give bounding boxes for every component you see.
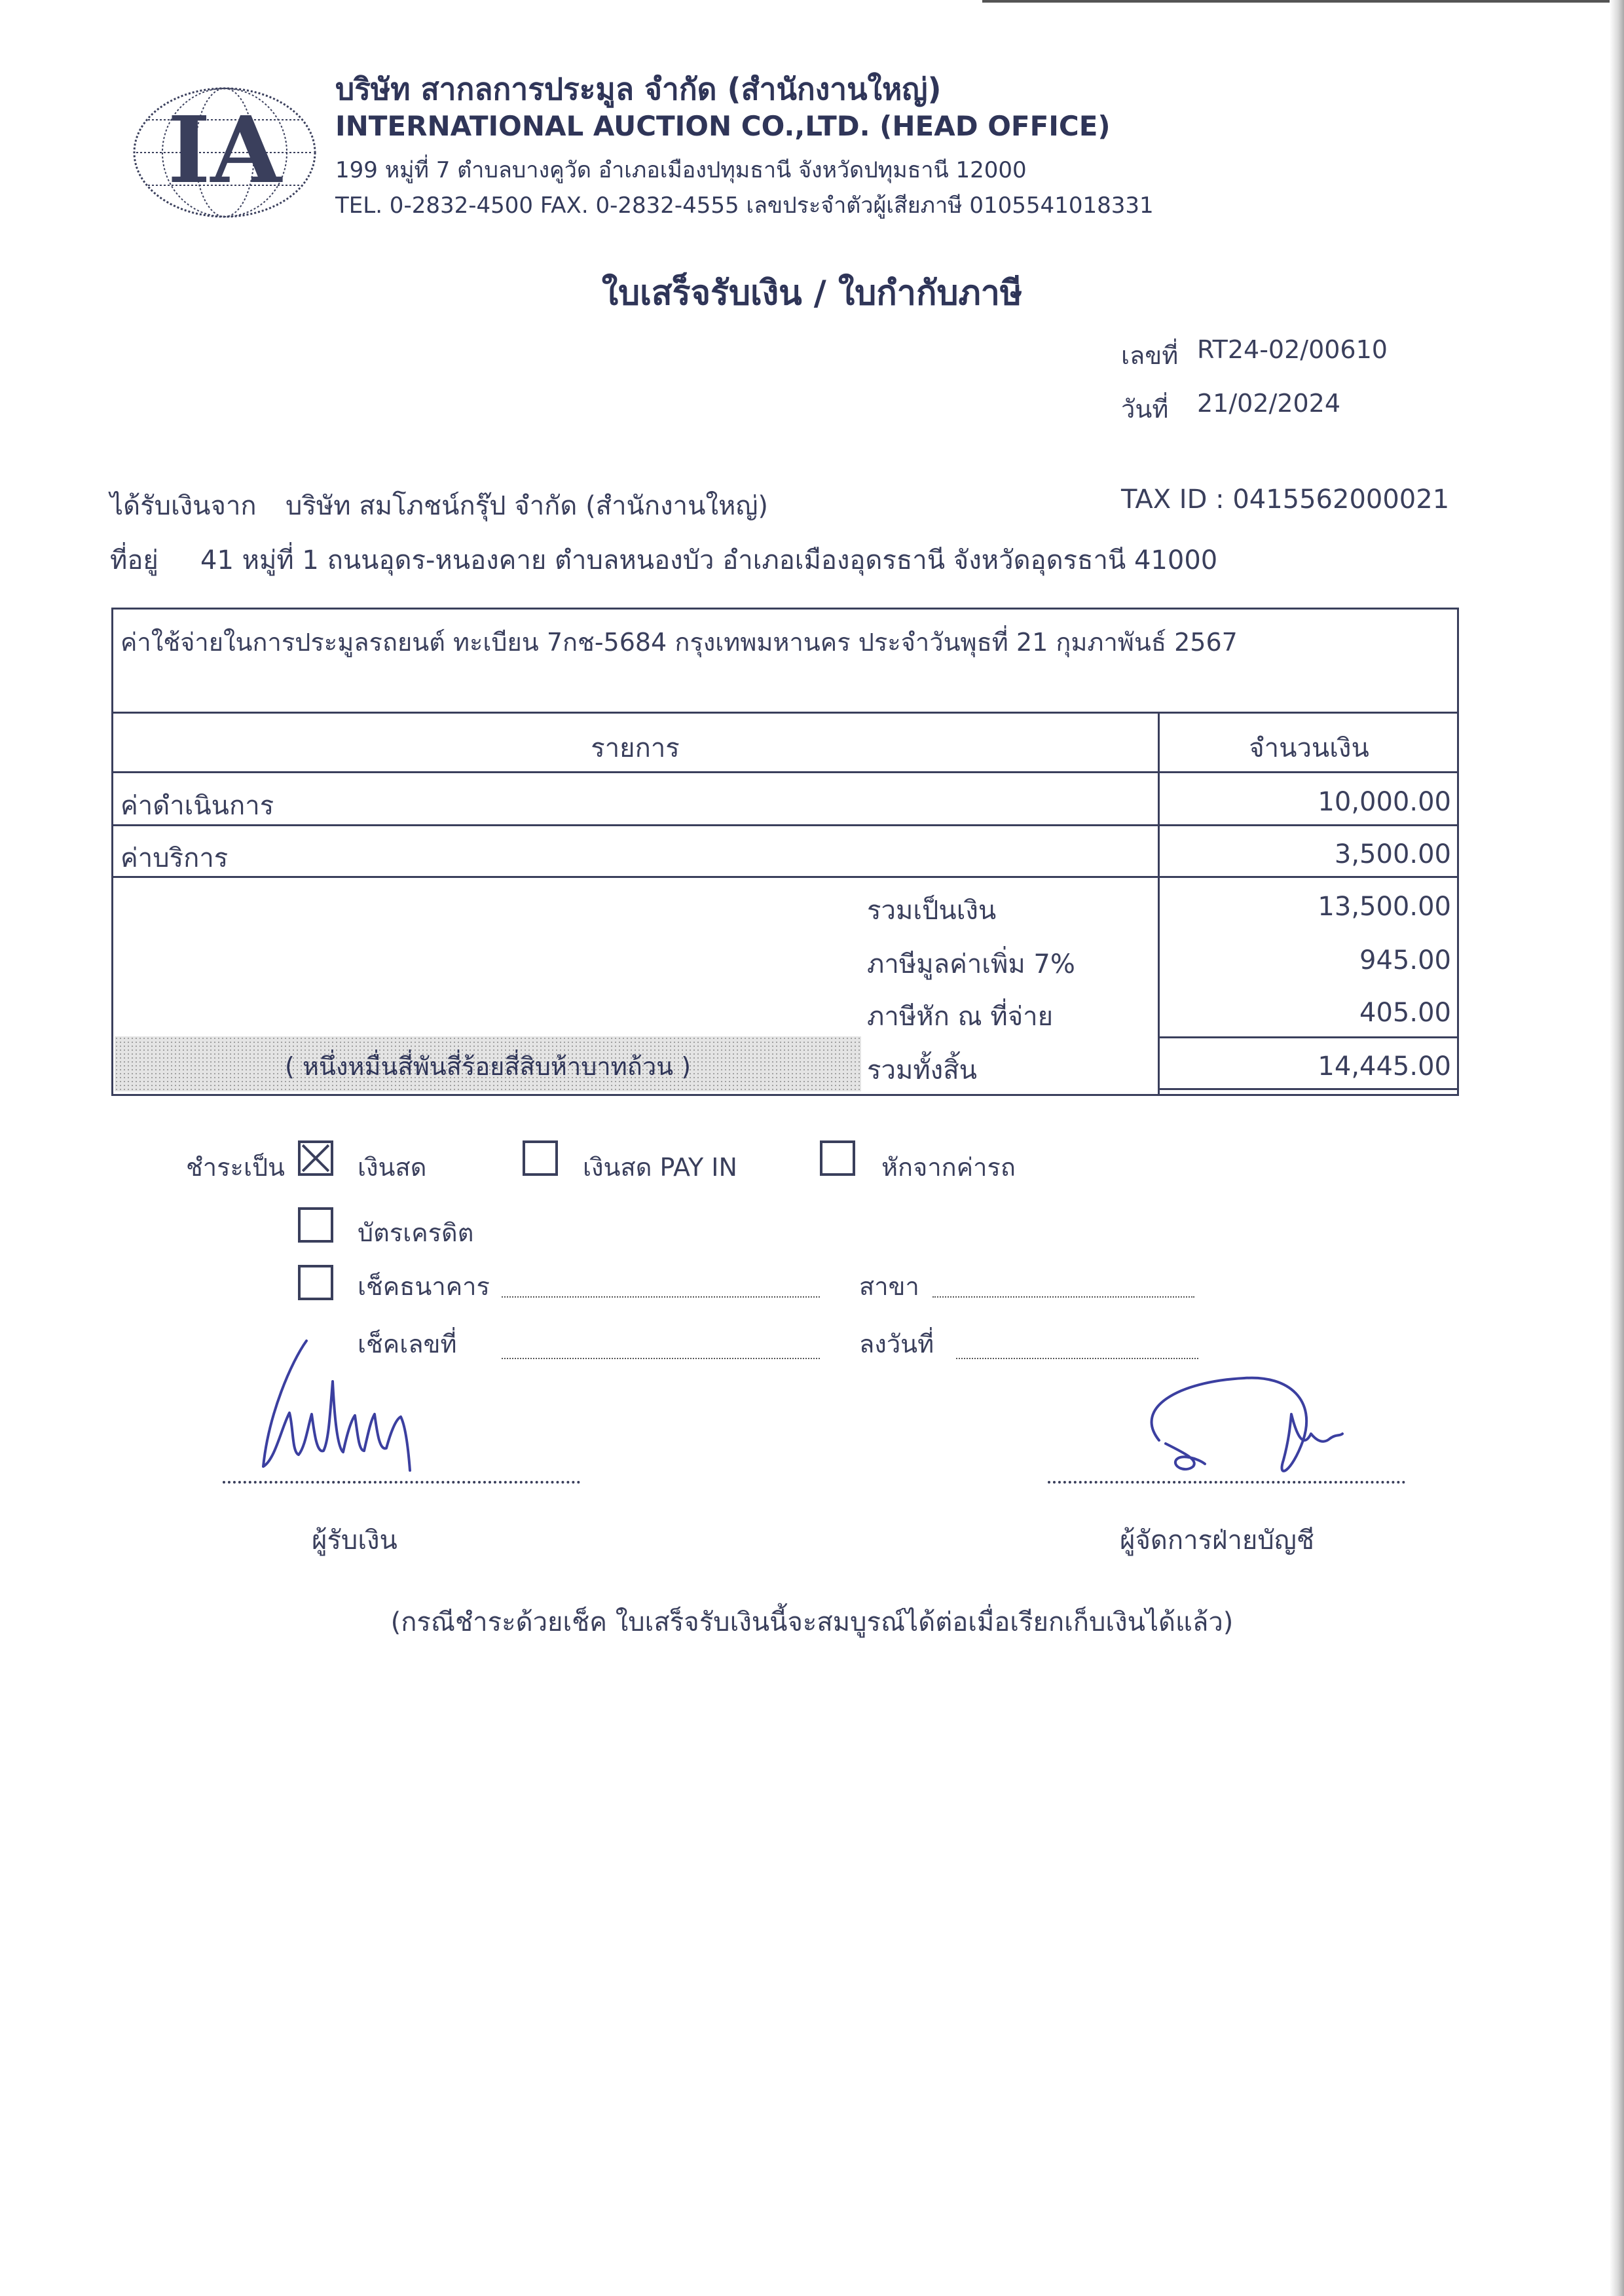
document-title: ใบเสร็จรับเงิน / ใบกำกับภาษี — [601, 274, 1023, 313]
page-top-edge — [982, 0, 1624, 3]
cash-pay-in-label: เงินสด PAY IN — [583, 1153, 737, 1182]
cheque-date-field[interactable] — [956, 1358, 1198, 1359]
bank-cheque-field[interactable] — [502, 1296, 820, 1298]
customer-address-label: ที่อยู่ — [110, 545, 158, 575]
cheque-number-field[interactable] — [502, 1358, 820, 1359]
document-date-label: วันที่ — [1121, 395, 1169, 424]
table-divider — [1159, 1088, 1459, 1090]
company-name-thai: บริษัท สากลการประมูล จำกัด (สำนักงานใหญ่) — [335, 71, 942, 107]
table-column-divider — [1158, 712, 1160, 1096]
receiver-caption: ผู้รับเงิน — [312, 1525, 397, 1556]
manager-signature — [1120, 1368, 1362, 1486]
withholding-tax-amount: 405.00 — [1359, 998, 1451, 1028]
table-description: ค่าใช้จ่ายในการประมูลรถยนต์ ทะเบียน 7กช-5684 กรุงเทพมหานคร ประจำวันพุธที่ 21 กุมภาพันธ์ 2567 — [120, 628, 1238, 657]
credit-card-checkbox[interactable] — [298, 1207, 333, 1243]
branch-field[interactable] — [932, 1296, 1194, 1298]
table-divider — [111, 771, 1459, 773]
deduct-from-car-checkbox[interactable] — [820, 1140, 855, 1176]
footer-note: (กรณีชำระด้วยเช็ค ใบเสร็จรับเงินนี้จะสมบูรณ์ได้ต่อเมื่อเรียกเก็บเงินได้แล้ว) — [390, 1607, 1234, 1637]
deduct-from-car-label: หักจากค่ารถ — [881, 1153, 1016, 1182]
table-header-amount: จำนวนเงิน — [1249, 733, 1369, 763]
bank-cheque-checkbox[interactable] — [298, 1265, 333, 1300]
table-row-amount: 3,500.00 — [1334, 839, 1451, 869]
company-name-english: INTERNATIONAL AUCTION CO.,LTD. (HEAD OFFICE) — [335, 110, 1111, 142]
company-address: 199 หมู่ที่ 7 ตำบลบางคูวัด อำเภอเมืองปทุมธานี จังหวัดปทุมธานี 12000 — [335, 157, 1027, 183]
customer-tax-id: TAX ID : 0415562000021 — [1121, 484, 1450, 515]
company-contact: TEL. 0-2832-4500 FAX. 0-2832-4555 เลขประจำตัวผู้เสียภาษี 0105541018331 — [335, 192, 1154, 219]
table-divider — [111, 712, 1459, 714]
receiver-signature-line — [223, 1481, 580, 1484]
bank-cheque-label: เช็คธนาคาร — [358, 1272, 490, 1301]
company-logo — [130, 84, 320, 221]
subtotal-amount: 13,500.00 — [1318, 892, 1451, 922]
logo-text: IA — [167, 97, 282, 204]
table-row-amount: 10,000.00 — [1318, 787, 1451, 817]
withholding-tax-label: ภาษีหัก ณ ที่จ่าย — [867, 1002, 1054, 1032]
cash-pay-in-checkbox[interactable] — [523, 1140, 558, 1176]
manager-signature-line — [1048, 1481, 1405, 1484]
receiver-signature — [255, 1336, 426, 1473]
document-number-label: เลขที่ — [1121, 341, 1179, 370]
table-row-label: ค่าดำเนินการ — [120, 791, 274, 821]
cash-checkbox[interactable] — [298, 1140, 333, 1176]
table-row-label: ค่าบริการ — [120, 843, 229, 873]
cash-label: เงินสด — [358, 1153, 427, 1182]
table-divider — [1159, 1036, 1459, 1038]
customer-address: 41 หมู่ที่ 1 ถนนอุดร-หนองคาย ตำบลหนองบัว อำเภอเมืองอุดรธานี จังหวัดอุดรธานี 41000 — [200, 545, 1218, 575]
table-header-item: รายการ — [591, 733, 680, 763]
vat-label: ภาษีมูลค่าเพิ่ม 7% — [867, 949, 1075, 979]
total-label: รวมทั้งสิ้น — [867, 1055, 977, 1085]
credit-card-label: บัตรเครดิต — [358, 1218, 474, 1247]
manager-caption: ผู้จัดการฝ่ายบัญชี — [1120, 1525, 1314, 1556]
cheque-date-label: ลงวันที่ — [859, 1330, 934, 1358]
total-amount: 14,445.00 — [1318, 1051, 1451, 1082]
payment-method-label: ชำระเป็น — [186, 1153, 286, 1182]
vat-amount: 945.00 — [1359, 945, 1451, 975]
branch-label: สาขา — [859, 1272, 919, 1301]
subtotal-label: รวมเป็นเงิน — [867, 896, 997, 926]
document-date: 21/02/2024 — [1197, 389, 1341, 418]
customer-name: บริษัท สมโภชน์กรุ๊ป จำกัด (สำนักงานใหญ่) — [286, 491, 769, 521]
page-edge-shadow — [1610, 0, 1624, 2296]
table-divider — [111, 876, 1459, 878]
cheque-number-label: เช็คเลขที่ — [358, 1330, 457, 1358]
document-number: RT24-02/00610 — [1197, 335, 1388, 364]
amount-in-words: ( หนึ่งหมื่นสี่พันสี่ร้อยสี่สิบห้าบาทถ้วน ) — [284, 1052, 692, 1081]
received-from-label: ได้รับเงินจาก — [110, 491, 257, 521]
table-divider — [111, 824, 1459, 826]
